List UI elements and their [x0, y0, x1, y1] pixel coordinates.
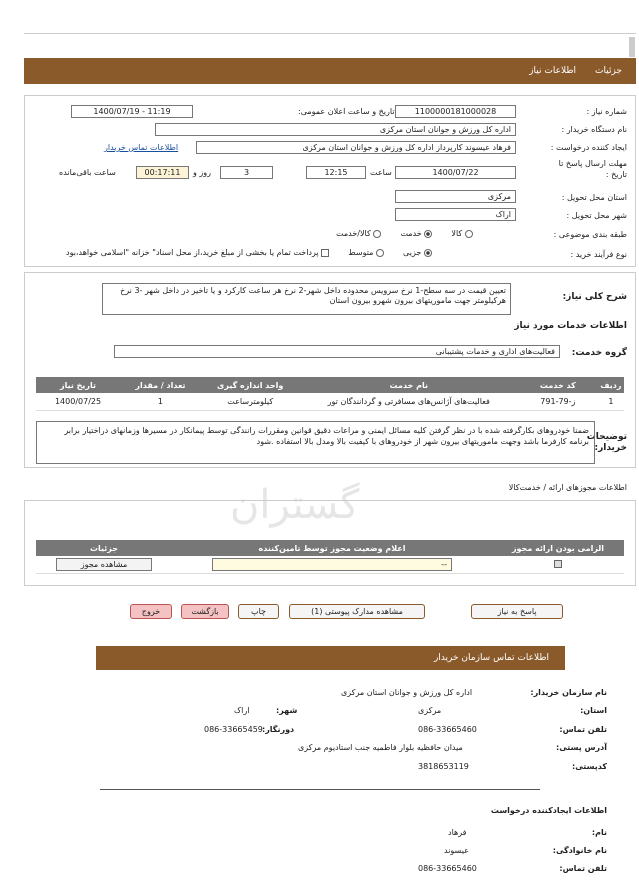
creator-name-label: نام:: [591, 828, 607, 837]
creator-family-label: نام خانوادگی:: [552, 846, 607, 855]
scroll-stub: [629, 37, 635, 57]
reply-button[interactable]: پاسخ به نیاز: [471, 604, 563, 619]
creator-phone-value: 086-33665460: [418, 864, 477, 873]
col-unit: واحد اندازه گیری: [201, 377, 300, 393]
contact-province-value: مرکزی: [418, 706, 442, 715]
attachments-button[interactable]: مشاهده مدارک پیوستی (1): [289, 604, 425, 619]
creator-name-value: فرهاد: [448, 828, 467, 837]
contact-province-label: استان:: [580, 706, 607, 715]
top-divider: [24, 33, 636, 34]
contact-phone-value: 086-33665460: [418, 725, 477, 734]
creator-field: فرهاد عیسوند کارپرداز اداره کل ورزش و جوانان استان مرکزی: [196, 141, 516, 154]
table-row: [36, 393, 624, 410]
col-row: ردیف: [598, 377, 624, 393]
col-date: تاریخ نیاز: [36, 377, 120, 393]
time-label: ساعت: [370, 168, 392, 177]
permit-required-checkbox: [554, 560, 562, 568]
table-row: [36, 556, 624, 573]
contact-header: [96, 646, 565, 670]
permits-header-row: [36, 540, 624, 556]
col-code: کد خدمت: [518, 377, 598, 393]
view-permit-button[interactable]: مشاهده مجوز: [56, 558, 152, 571]
deadline-time-field: 12:15: [306, 166, 366, 179]
print-button[interactable]: چاپ: [238, 604, 279, 619]
announce-label: تاریخ و ساعت اعلان عمومی:: [298, 107, 395, 116]
category-radio-service[interactable]: [424, 230, 432, 238]
days-field: 3: [220, 166, 273, 179]
col-details: جزئیات: [36, 540, 172, 556]
fax-label: دورنگار:: [262, 725, 295, 734]
purchase-label: نوع فرآیند خرید :: [570, 250, 627, 259]
cell-row: 1: [598, 393, 624, 410]
buyer-notes-label: توضیحات خریدار:: [586, 432, 627, 453]
need-number-field: 1100000181000028: [395, 105, 516, 118]
category-radio-goods[interactable]: [465, 230, 473, 238]
purchase-option-medium: متوسط: [348, 248, 374, 257]
city-label: شهر محل تحویل :: [566, 211, 627, 220]
province-field: مرکزی: [395, 190, 516, 203]
summary-label: شرح کلی نیاز:: [562, 292, 627, 302]
col-required: الزامی بودن ارائه مجوز: [492, 540, 624, 556]
fax-value: 086-33665459: [204, 725, 263, 734]
need-form: [24, 95, 636, 267]
services-table: [36, 377, 624, 411]
permits-title: اطلاعات مجوزهای ارائه / خدمت‌کالا: [508, 483, 627, 492]
permit-status-field[interactable]: --: [212, 558, 452, 571]
purchase-option-minor: جزیی: [403, 248, 422, 257]
col-name: نام خدمت: [300, 377, 518, 393]
province-label: استان محل تحویل :: [561, 193, 627, 202]
days-label: روز و: [193, 168, 211, 177]
tab-need-info[interactable]: اطلاعات نیاز: [529, 66, 576, 76]
permits-table: [36, 540, 624, 574]
contact-city-label: شهر:: [276, 706, 298, 715]
back-button[interactable]: بازگشت: [181, 604, 229, 619]
summary-text: تعیین قیمت در سه سطح-1 نرخ سرویس محدوده داخل شهر-2 نرخ هر ساعت کارکرد و یا تاخیر در داخل شهر -3 نرخ هرکیلومتر جهت ماموریتهای بیرون شهرو بیرون استان: [102, 283, 511, 315]
buyer-label: نام دستگاه خریدار :: [561, 125, 627, 134]
address-value: میدان حافظیه بلوار فاطمیه جنب استادیوم مرکزی: [298, 743, 463, 752]
postal-value: 3818653119: [418, 762, 469, 771]
category-radio-both[interactable]: [373, 230, 381, 238]
address-label: آدرس پستی:: [556, 743, 607, 752]
category-option-both: کالا/خدمت: [336, 229, 371, 238]
cell-code: ز-79-791: [518, 393, 598, 410]
cell-name: فعالیت‌های آژانس‌های مسافرتی و گردانندگان تور: [300, 393, 518, 410]
buyer-notes-text: ضمنا خودروهای بکارگرفته شده با در نظر گرفتن کلیه مسائل ایمنی و مراعات دقیق قوانین ومقررات رانندگی توسط پیمانکار در مسیرها وزمانهای دراختیار برابر برنامه کارفرما باشد وجهت ماموریتهای بیرون شهر از خودروهای با کیفیت بالا ومدل بالا استفاده .شود: [36, 421, 595, 464]
postal-label: کدپستی:: [572, 762, 607, 771]
need-header: [24, 58, 636, 84]
purchase-radios: [66, 248, 432, 257]
treasury-note: پرداخت تمام یا بخشی از مبلغ خرید،از محل اسناد" خزانه "اسلامی خواهد،بود: [66, 248, 319, 257]
creator-family-value: عیسوند: [444, 846, 469, 855]
watermark: گستران: [230, 482, 360, 528]
org-value: اداره کل ورزش و جوانان استان مرکزی: [341, 688, 473, 697]
services-header-row: [36, 377, 624, 393]
exit-button[interactable]: خروج: [130, 604, 172, 619]
category-radios: [336, 229, 473, 238]
contact-divider: [100, 789, 540, 790]
deadline-date-field: 1400/07/22: [395, 166, 516, 179]
tab-details[interactable]: جزئیات: [595, 66, 622, 76]
col-qty: تعداد / مقدار: [120, 377, 201, 393]
category-label: طبقه بندی موضوعی :: [553, 230, 627, 239]
creator-phone-label: تلفن تماس:: [559, 864, 607, 873]
purchase-radio-medium[interactable]: [376, 249, 384, 257]
category-option-goods: کالا: [451, 229, 463, 238]
service-group-field: فعالیت‌های اداری و خدمات پشتیبانی: [114, 345, 560, 358]
need-number-label: شماره نیاز :: [586, 107, 627, 116]
city-field: اراک: [395, 208, 516, 221]
contact-header-title: اطلاعات تماس سازمان خریدار: [433, 653, 549, 663]
creator-header: اطلاعات ایجادکننده درخواست: [490, 806, 607, 815]
buyer-contact-link[interactable]: اطلاعات تماس خریدار: [104, 143, 179, 152]
buyer-field: اداره کل ورزش و جوانان استان مرکزی: [155, 123, 516, 136]
remaining-field: 00:17:11: [136, 166, 189, 179]
services-title: اطلاعات خدمات مورد نیاز: [514, 321, 627, 331]
cell-unit: کیلومترساعت: [201, 393, 300, 410]
category-option-service: خدمت: [400, 229, 422, 238]
contact-city-value: اراک: [234, 706, 250, 715]
service-group-label: گروه خدمت:: [571, 348, 627, 358]
contact-phone-label: تلفن تماس:: [559, 725, 607, 734]
org-label: نام سازمان خریدار:: [530, 688, 607, 697]
creator-label: ایجاد کننده درخواست :: [550, 143, 627, 152]
purchase-radio-minor[interactable]: [424, 249, 432, 257]
cell-date: 1400/07/25: [36, 393, 120, 410]
remaining-label: ساعت باقی‌مانده: [59, 168, 116, 177]
treasury-checkbox[interactable]: [321, 249, 329, 257]
deadline-label: مهلت ارسال پاسخ تا تاریخ :: [558, 159, 627, 179]
announce-field: 1400/07/19 - 11:19: [71, 105, 193, 118]
col-status: اعلام وضعیت مجوز توسط تامین‌کننده: [172, 540, 492, 556]
cell-qty: 1: [120, 393, 201, 410]
